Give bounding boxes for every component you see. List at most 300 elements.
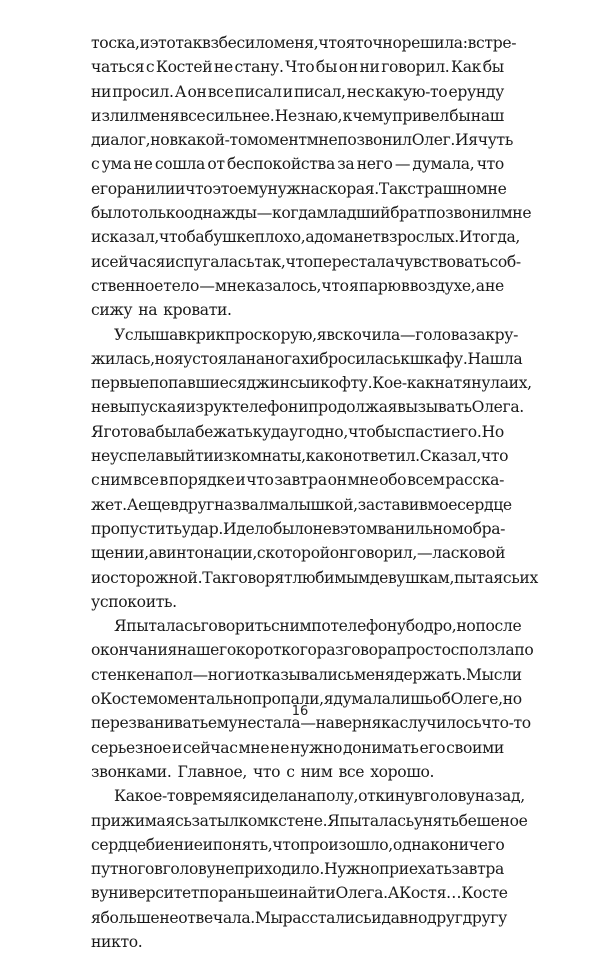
word: ума <box>101 155 132 174</box>
text-line <box>91 395 524 419</box>
word: по <box>514 641 534 660</box>
word: давно <box>381 908 428 927</box>
word: стала <box>256 714 301 733</box>
word: бодро, <box>405 617 457 636</box>
word: к <box>342 106 353 125</box>
word: знаю, <box>297 106 343 125</box>
word: не <box>312 519 332 538</box>
word: это <box>212 179 239 198</box>
word: он <box>187 82 207 101</box>
word: и <box>298 398 309 417</box>
word: сижу <box>91 301 133 320</box>
word: ногах <box>264 349 310 368</box>
word: расстались <box>282 908 372 927</box>
word: на <box>144 665 164 684</box>
word: про <box>224 325 254 344</box>
word: с <box>271 617 280 636</box>
word: его <box>91 179 117 198</box>
word: произошло, <box>299 835 393 854</box>
text-line <box>91 128 513 152</box>
word: все <box>207 82 234 101</box>
word: устояла <box>183 349 246 368</box>
word: мое <box>427 495 458 514</box>
word: кофту. <box>320 374 373 393</box>
word: Олега. <box>471 398 524 417</box>
word: плохо, <box>254 228 306 247</box>
word: наш <box>470 106 504 125</box>
word: была <box>155 422 195 441</box>
text-line <box>91 517 504 541</box>
word: однако <box>392 835 449 854</box>
word: пораньше <box>199 884 279 903</box>
word: нужно <box>290 738 343 757</box>
word: я <box>323 690 334 709</box>
word: время <box>184 787 233 806</box>
word: ним <box>279 617 312 636</box>
word: Косте <box>100 690 147 709</box>
text-line <box>91 323 518 347</box>
text-line <box>91 250 521 274</box>
word: И <box>455 131 469 150</box>
word: удар. <box>181 519 223 538</box>
word: девушкам, <box>369 568 455 587</box>
word: в <box>91 884 100 903</box>
word: короткого <box>235 641 317 660</box>
word: говорил. <box>381 58 450 77</box>
text-line <box>91 906 507 930</box>
word: а <box>148 544 158 563</box>
word: так <box>175 34 203 52</box>
word: но <box>150 131 170 150</box>
word: не <box>484 276 504 295</box>
word: бы <box>482 58 504 77</box>
word: все <box>338 762 365 781</box>
word: перестала <box>312 252 395 271</box>
word: найти <box>288 884 336 903</box>
word: и <box>171 738 183 757</box>
word: разговора <box>316 641 397 660</box>
word: успела <box>109 447 165 466</box>
word: но <box>456 617 476 636</box>
word: однажды <box>184 204 257 223</box>
word: просил. <box>112 82 174 101</box>
word: на <box>138 301 158 320</box>
word: думала <box>333 690 391 709</box>
word: назвал <box>214 495 269 514</box>
word: что <box>480 447 509 466</box>
word: не <box>215 860 235 879</box>
word: не <box>213 58 233 77</box>
word: ним <box>300 762 333 781</box>
word: угодно, <box>289 422 348 441</box>
word: в <box>331 519 341 538</box>
word: меня <box>354 665 395 684</box>
word: я <box>468 131 478 150</box>
word: я <box>173 349 184 368</box>
word: сошла <box>154 155 205 174</box>
word: и <box>235 471 246 490</box>
text-line <box>91 541 504 565</box>
word: А <box>387 884 400 903</box>
word: бабушке <box>186 228 255 247</box>
word: он <box>327 471 347 490</box>
word: чему <box>352 106 392 125</box>
text-line <box>91 347 523 371</box>
paragraph <box>91 323 538 615</box>
word: сползла <box>450 641 515 660</box>
text-line <box>91 201 532 225</box>
text-line <box>91 736 504 760</box>
word: нужна <box>267 179 320 198</box>
word: телефону <box>330 617 406 636</box>
word: ответил. <box>352 447 420 466</box>
word: телефон <box>231 398 299 417</box>
word: Мысли <box>466 665 522 684</box>
word: порядке <box>168 471 235 490</box>
word: дома <box>314 228 354 247</box>
word: джинсы <box>246 374 311 393</box>
word: Я <box>114 617 127 636</box>
word: бы <box>315 58 338 77</box>
text-line <box>91 104 504 128</box>
word: воздухе, <box>409 276 476 295</box>
word: злил <box>101 106 139 125</box>
word: успокоить. <box>91 592 177 611</box>
word: вдруг <box>170 495 215 514</box>
word: Что <box>285 58 315 77</box>
word: с <box>91 471 100 490</box>
word: и <box>282 82 293 101</box>
word: из <box>213 447 232 466</box>
word: в <box>401 276 410 295</box>
text-line <box>91 298 504 322</box>
word: интонации, <box>166 544 257 563</box>
word: этом <box>340 519 378 538</box>
word: Сказал, <box>419 447 481 466</box>
word: перезванивать <box>91 714 208 733</box>
word: А <box>174 82 187 101</box>
word: стене. <box>278 811 328 830</box>
word: держать. <box>394 665 467 684</box>
word: Так <box>202 568 231 587</box>
word: и <box>91 228 102 247</box>
text-line <box>91 566 538 590</box>
word: какую-то <box>375 82 448 101</box>
word: что <box>252 762 281 781</box>
word: с <box>256 544 266 563</box>
word: парю <box>358 276 401 295</box>
text-line <box>91 177 507 201</box>
text-line <box>91 760 504 784</box>
word: тело <box>163 276 200 295</box>
word: после <box>475 617 522 636</box>
word: Как <box>451 58 482 77</box>
word: на <box>297 787 316 806</box>
word: в <box>159 471 168 490</box>
paragraph <box>91 784 528 954</box>
word: говорил, <box>348 544 418 563</box>
word: Мы <box>254 908 283 927</box>
word: продолжая <box>308 398 398 417</box>
word: щении, <box>91 544 149 563</box>
word: комнаты, <box>231 447 306 466</box>
word: друг <box>427 908 463 927</box>
word: заставив <box>357 495 428 514</box>
word: Кое-как <box>372 374 435 393</box>
word: выйти <box>164 447 214 466</box>
word: нес <box>346 82 375 101</box>
word: Олег. <box>411 131 456 150</box>
word: моментально <box>146 690 252 709</box>
word: пол <box>163 665 193 684</box>
word: как <box>305 447 334 466</box>
word: И <box>458 228 473 247</box>
text-line <box>91 590 504 614</box>
word: мне <box>475 179 507 198</box>
word: еще <box>138 495 171 514</box>
word: не <box>133 155 153 174</box>
word: а <box>305 228 315 247</box>
word: сердце <box>457 495 512 514</box>
word: откинув <box>358 787 423 806</box>
word: ему <box>238 179 268 198</box>
word: его. <box>451 422 482 441</box>
word: ему <box>207 714 238 733</box>
word: от <box>207 155 225 174</box>
word: к <box>400 349 410 368</box>
word: я <box>349 276 359 295</box>
text-line <box>91 809 528 833</box>
word: ноги <box>207 665 245 684</box>
word: донимать <box>342 738 419 757</box>
word: — <box>394 155 411 174</box>
word: с <box>145 58 155 77</box>
word: первые <box>91 374 149 393</box>
word: о <box>91 690 101 709</box>
text-line <box>91 857 504 881</box>
word: жет. <box>91 495 127 514</box>
word: ерунду <box>448 82 504 101</box>
word: Олеге, <box>450 690 503 709</box>
word: готова <box>103 422 156 441</box>
word: другу <box>462 908 507 927</box>
paragraph <box>91 31 532 323</box>
word: звонками. <box>91 762 172 781</box>
word: на <box>245 349 265 368</box>
word: и <box>91 106 102 125</box>
word: натянула <box>434 374 509 393</box>
word: шкафу. <box>409 349 468 368</box>
word: спасти <box>396 422 451 441</box>
word: нет <box>353 228 381 247</box>
word: рук <box>203 398 232 417</box>
word: брат <box>390 204 427 223</box>
word: отказывались <box>244 665 355 684</box>
word: только <box>130 204 185 223</box>
word: Я <box>327 811 340 830</box>
word: казалось, <box>245 276 322 295</box>
word: всем <box>407 471 445 490</box>
word: Олега. <box>335 884 388 903</box>
word: Какое-то <box>114 787 185 806</box>
word: страшно <box>407 179 476 198</box>
word: чувствовать <box>394 252 490 271</box>
word: Нужно <box>323 860 380 879</box>
word: и <box>139 34 150 52</box>
word: бешеное <box>458 811 528 830</box>
word: Я <box>91 422 104 441</box>
word: момент <box>246 131 307 150</box>
word: я <box>345 34 356 52</box>
word: позвонил <box>337 131 412 150</box>
word: беспокойства <box>227 155 335 174</box>
word: И <box>222 519 237 538</box>
word: что <box>318 34 346 52</box>
word: ни <box>91 82 112 101</box>
word: серьезное <box>91 738 172 757</box>
word: так, <box>254 252 286 271</box>
word: и <box>202 835 213 854</box>
word: унять <box>413 811 459 830</box>
word: малышкой, <box>268 495 358 514</box>
text-line <box>91 31 517 55</box>
word: точно <box>355 34 402 52</box>
word: больше <box>100 908 160 927</box>
word: взрослых. <box>380 228 459 247</box>
word: испугалась <box>165 252 255 271</box>
word: сильнее. <box>205 106 275 125</box>
text-line <box>91 152 504 176</box>
word: я <box>316 325 327 344</box>
word: — <box>192 665 208 684</box>
word: тоска, <box>91 34 140 52</box>
text-line <box>91 784 525 808</box>
word: из <box>185 398 204 417</box>
word: мне <box>306 131 338 150</box>
word: по <box>311 617 331 636</box>
word: что-то <box>481 714 531 733</box>
word: и <box>91 568 102 587</box>
word: но <box>154 349 174 368</box>
word: не <box>159 908 179 927</box>
body-text <box>91 31 538 954</box>
word: крик <box>186 325 225 344</box>
word: его <box>419 738 446 757</box>
word: Главное, <box>177 762 247 781</box>
text-line <box>91 833 504 857</box>
word: приходило. <box>234 860 324 879</box>
word: все <box>132 471 159 490</box>
word: младший <box>316 204 391 223</box>
text-line <box>91 493 512 517</box>
word: понять, <box>212 835 273 854</box>
word: что <box>321 276 349 295</box>
text-line <box>91 930 504 954</box>
word: что <box>272 835 300 854</box>
word: думала, <box>412 155 475 174</box>
word: приехать <box>379 860 452 879</box>
text-line <box>91 274 504 298</box>
word: я <box>155 252 166 271</box>
word: Нашла <box>467 349 523 368</box>
word: мне <box>347 471 379 490</box>
word: — <box>256 204 272 223</box>
word: пытаясь <box>454 568 520 587</box>
word: чаться <box>91 58 145 77</box>
word: это <box>149 34 176 52</box>
word: чтобы <box>348 422 397 441</box>
word: обра- <box>463 519 506 538</box>
word: Но <box>481 422 504 441</box>
word: я <box>91 908 101 927</box>
word: и <box>278 884 289 903</box>
word: было <box>272 519 313 538</box>
word: за <box>337 155 355 174</box>
word: что <box>285 252 313 271</box>
word: и <box>371 908 382 927</box>
word: но <box>502 690 522 709</box>
word: голова <box>415 325 469 344</box>
word: не <box>91 447 110 466</box>
word: писал, <box>294 82 346 101</box>
word: завтра <box>451 860 504 879</box>
word: к <box>268 811 279 830</box>
word: Так <box>378 179 408 198</box>
word: случилось <box>399 714 482 733</box>
word: все <box>179 106 206 125</box>
word: которой <box>265 544 330 563</box>
word: пыталась <box>126 617 201 636</box>
word: когда <box>272 204 317 223</box>
text-line <box>91 468 504 492</box>
text-line <box>91 80 504 104</box>
word: пропустить <box>91 519 182 538</box>
word: не <box>270 738 290 757</box>
word: попавшиеся <box>148 374 247 393</box>
word: прижимаясь <box>91 811 192 830</box>
word: Не <box>274 106 297 125</box>
word: сказал, <box>101 228 160 247</box>
word: Костя… <box>399 884 462 903</box>
word: меня <box>139 106 180 125</box>
word: и <box>91 252 102 271</box>
word: и <box>175 179 186 198</box>
word: назад, <box>474 787 525 806</box>
word: ним <box>100 471 133 490</box>
word: университет <box>99 884 200 903</box>
text-line <box>91 614 522 638</box>
word: бы <box>449 106 471 125</box>
word: него <box>356 155 393 174</box>
word: — <box>417 544 433 563</box>
word: сердцебиение <box>91 835 203 854</box>
word: писал <box>234 82 282 101</box>
word: их, <box>508 374 532 393</box>
word: об <box>432 690 451 709</box>
word: что <box>185 179 213 198</box>
word: наверняка <box>315 714 400 733</box>
word: чуть <box>477 131 513 150</box>
text-line <box>91 663 522 687</box>
word: вскочила <box>326 325 401 344</box>
word: он <box>329 544 349 563</box>
word: ственное <box>91 276 163 295</box>
word: в <box>154 860 163 879</box>
word: мне <box>500 204 532 223</box>
word: полу, <box>316 787 359 806</box>
word: путного <box>91 860 155 879</box>
word: закру- <box>468 325 518 344</box>
